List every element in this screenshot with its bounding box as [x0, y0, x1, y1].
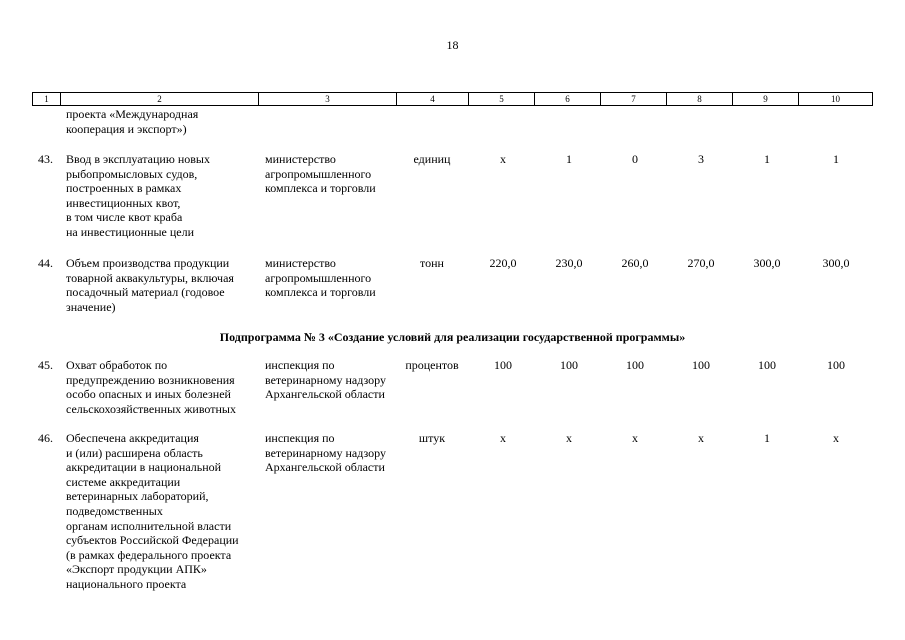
value-col-6: 230,0 — [555, 256, 583, 270]
column-number-3: 3 — [259, 93, 397, 106]
value-col-10: х — [833, 431, 839, 445]
value-col-6: х — [566, 431, 572, 445]
value-col-8: х — [698, 431, 704, 445]
value-col-7: 260,0 — [621, 256, 649, 270]
value-col-5: 220,0 — [489, 256, 517, 270]
value-col-10: 100 — [827, 358, 845, 372]
indicator-name: Ввод в эксплуатацию новых рыбопромысловых судов, построенных в рамках инвестиционных квот, в том числе квот краба на инвестиционные цели — [66, 152, 210, 239]
unit-of-measure: единиц — [413, 152, 451, 166]
value-col-8: 100 — [692, 358, 710, 372]
column-number-header — [32, 92, 873, 106]
column-number-2: 2 — [61, 93, 259, 106]
value-col-6: 100 — [560, 358, 578, 372]
value-col-6: 1 — [566, 152, 572, 166]
executor-name: инспекция по ветеринарному надзору Архангельской области — [265, 358, 386, 402]
indicator-name: Обеспечена аккредитация и (или) расширена область аккредитации в национальной системе аккредитации ветеринарных лабораторий, подведомственных органам исполнительной власти субъектов Российской Федерации (в рамках федерального проекта «Экспорт продукции АПК» национального проекта — [66, 431, 239, 591]
row-number: 45. — [38, 358, 53, 372]
value-col-8: 3 — [698, 152, 704, 166]
subprogram-heading: Подпрограмма № 3 «Создание условий для реализации государственной программы» — [219, 330, 686, 344]
value-col-5: 100 — [494, 358, 512, 372]
column-number-4: 4 — [397, 93, 469, 106]
executor-name: министерство агропромышленного комплекса и торговли — [265, 256, 376, 300]
value-col-10: 1 — [833, 152, 839, 166]
value-col-5: х — [500, 431, 506, 445]
value-col-5: х — [500, 152, 506, 166]
column-number-8: 8 — [667, 93, 733, 106]
column-number-7: 7 — [601, 93, 667, 106]
column-number-10: 10 — [799, 93, 873, 106]
value-col-8: 270,0 — [687, 256, 715, 270]
value-col-10: 300,0 — [822, 256, 850, 270]
row-number: 44. — [38, 256, 53, 270]
continuation-indicator-text: проекта «Международная кооперация и экспорт») — [66, 107, 199, 136]
value-col-9: 1 — [764, 431, 770, 445]
executor-name: министерство агропромышленного комплекса и торговли — [265, 152, 376, 196]
indicator-name: Объем производства продукции товарной аквакультуры, включая посадочный материал (годовое значение) — [66, 256, 234, 314]
column-number-5: 5 — [469, 93, 535, 106]
column-number-9: 9 — [733, 93, 799, 106]
row-number: 46. — [38, 431, 53, 445]
executor-name: инспекция по ветеринарному надзору Архангельской области — [265, 431, 386, 475]
value-col-7: 100 — [626, 358, 644, 372]
unit-of-measure: тонн — [420, 256, 444, 270]
page-number: 18 — [446, 38, 459, 52]
row-number: 43. — [38, 152, 53, 166]
value-col-7: х — [632, 431, 638, 445]
value-col-9: 300,0 — [753, 256, 781, 270]
column-number-1: 1 — [33, 93, 61, 106]
unit-of-measure: процентов — [405, 358, 459, 372]
value-col-9: 1 — [764, 152, 770, 166]
value-col-9: 100 — [758, 358, 776, 372]
column-number-6: 6 — [535, 93, 601, 106]
unit-of-measure: штук — [418, 431, 446, 445]
indicator-name: Охват обработок по предупреждению возникновения особо опасных и иных болезней сельскохозяйственных животных — [66, 358, 236, 416]
value-col-7: 0 — [632, 152, 638, 166]
